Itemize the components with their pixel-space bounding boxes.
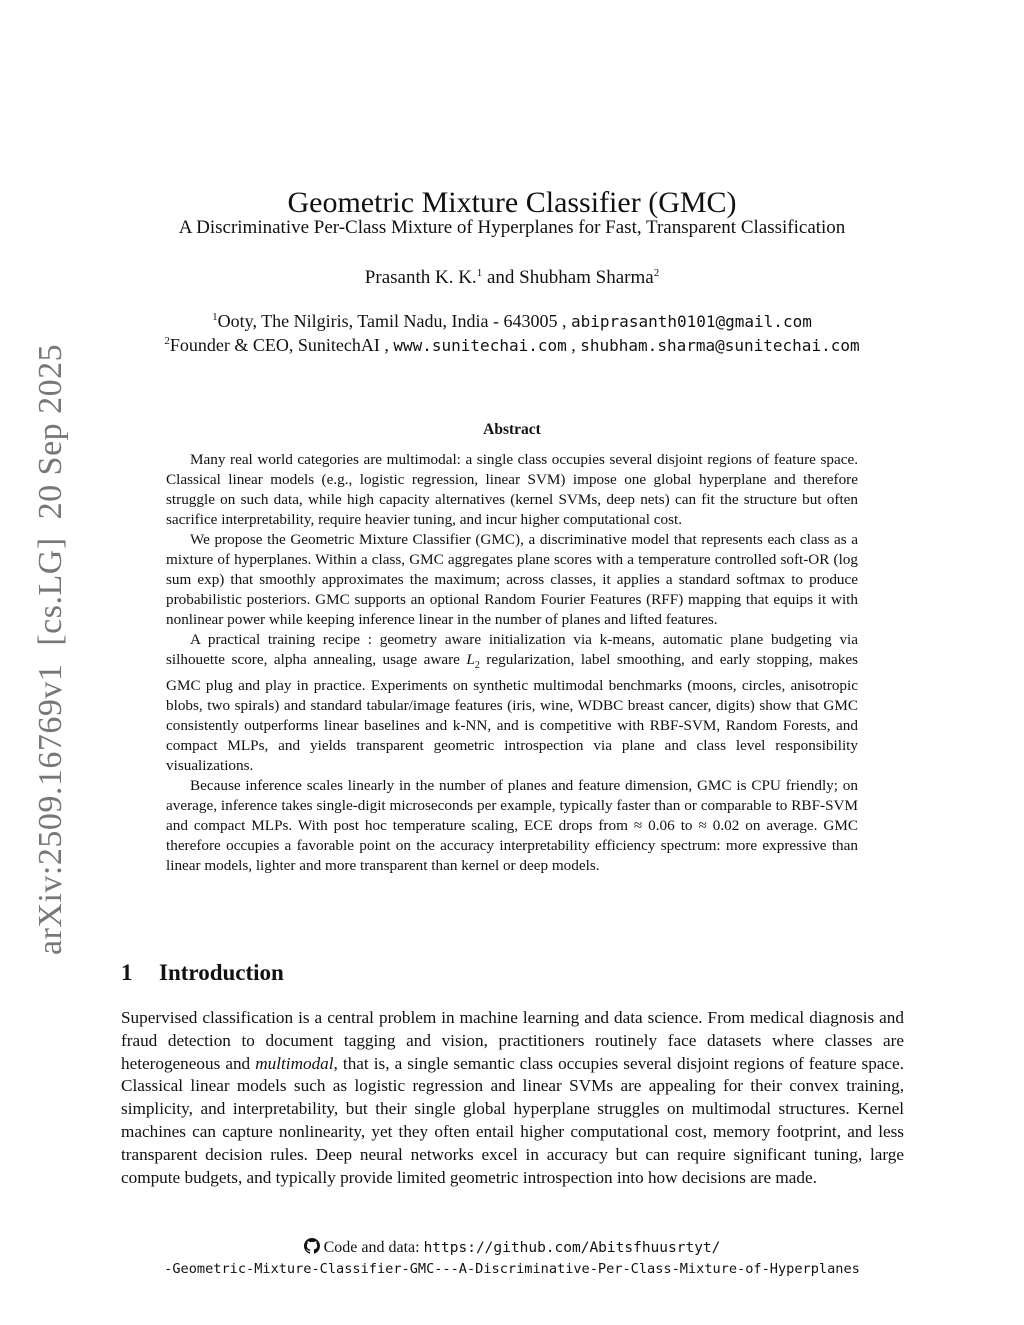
affiliation-1-sup: 1 [212,311,218,323]
code-label: Code and data: [323,1239,424,1256]
abstract-paragraph-1: Many real world categories are multimodal: a single class occupies several disjoint regions of feature space. Classical linear models (e.g., logistic regression, linear SVM) impose one global hyperplane and therefore struggle on such data, while high capacity alternatives (kernel SVMs, deep nets) can fit the structure but often sacrifice interpretability, require heavier tuning, and incur higher computational cost. [166,451,858,528]
affiliation-2-website-link[interactable]: www.sunitechai.com [393,336,567,355]
math-l2-subscript: 2 [474,660,480,672]
affiliation-2-separator: , [566,335,581,355]
affiliation-2-email-link[interactable]: shubham.sharma@sunitechai.com [580,336,860,355]
abstract-p3-text-b: regularization, label smoothing, and early stopping, makes GMC plug and play in practice. Experiments on synthetic multimodal benchmarks (moons, circles, anisotropic blobs, two spirals) and standard tabular/image features (iris, wine, WDBC breast cancer, digits) show that GMC consistently outperforms linear baselines and k-NN, and is competitive with RBF-SVM, Random Forests, and compact MLPs, and yields transparent geometric introspection via plane and class level responsibility visualizations. [166,651,858,775]
code-url-link-part1[interactable]: https://github.com/Abitsfhuusrtyt/ [423,1240,721,1256]
author-1-sup: 1 [476,267,483,279]
abstract-paragraph-3 [166,630,858,776]
introduction-paragraph [121,1007,904,1189]
code-url-link-part2[interactable]: -Geometric-Mixture-Classifier-GMC---A-Discriminative-Per-Class-Mixture-of-Hyperplanes [164,1261,860,1277]
author-line [0,267,1024,289]
arxiv-id: arXiv:2509.16769v1 [32,663,69,955]
author-1: Prasanth K. K. [364,267,477,288]
affiliation-1-text: Ooty, The Nilgiris, Tamil Nadu, India - 643005 , [217,311,572,331]
abstract-body [166,450,858,876]
author-2: Shubham Sharma [519,267,654,288]
paper-title: Geometric Mixture Classifier (GMC) [287,186,737,219]
paper-subtitle: A Discriminative Per-Class Mixture of Hyperplanes for Fast, Transparent Classification [178,217,846,238]
affiliation-2 [0,335,1024,356]
arxiv-category: [cs.LG] [32,537,69,646]
abstract-heading: Abstract [483,421,541,438]
section-number: 1 [121,960,133,985]
section-title: Introduction [159,960,284,985]
affiliation-2-text: Founder & CEO, SunitechAI , [169,335,394,355]
abstract-paragraph-4: Because inference scales linearly in the number of planes and feature dimension, GMC is CPU friendly; on average, inference takes single-digit microseconds per example, typically faster than or comparable to RBF-SVM and compact MLPs. With post hoc temperature scaling, ECE drops from ≈ 0.06 to ≈ 0.02 on average. GMC therefore occupies a favorable point on the accuracy interpretability efficiency spectrum: more expressive than linear models, lighter and more transparent than kernel or deep models. [166,777,858,875]
author-2-sup: 2 [653,267,660,279]
math-l2: L [466,651,475,668]
intro-text-a: Supervised classification is a central problem in machine learning and data science. From medical diagnosis and fraud detection to document tagging and vision, practitioners routinely face datasets where classes are heterogeneous and [121,1008,904,1073]
affiliation-1 [0,311,1024,332]
abstract-p3-text-a: A practical training recipe : geometry aware initialization via k-means, automatic plane budgeting via silhouette score, alpha annealing, usage aware [166,631,858,668]
github-icon [304,1238,320,1254]
intro-emphasis: multimodal [255,1053,334,1073]
author-joiner: and [482,267,520,288]
section-heading-introduction [121,960,284,986]
intro-text-b: , that is, a single semantic class occupies several disjoint regions of feature space. Classical linear models such as logistic regression and linear SVMs are appealing for their convex training, simplicity, and interpretability, but their single global hyperplane struggles on multimodal structures. Kernel machines can capture nonlinearity, yet they often entail higher computational cost, memory footprint, and less transparent decision rules. Deep neural networks excel in accuracy but can require significant tuning, large compute budgets, and typically provide limited geometric introspection into how decisions are made. [121,1053,904,1187]
affiliation-2-sup: 2 [164,335,170,347]
arxiv-date: 20 Sep 2025 [32,343,69,520]
introduction-body [121,1007,904,1189]
affiliation-1-email-link[interactable]: abiprasanth0101@gmail.com [571,312,812,331]
abstract-paragraph-2: We propose the Geometric Mixture Classifier (GMC), a discriminative model that represents each class as a mixture of hyperplanes. Within a class, GMC aggregates plane scores with a temperature controlled soft-OR (log sum exp) that smoothly approximates the maximum; across classes, it applies a standard softmax to produce probabilistic posteriors. GMC supports an optional Random Fourier Features (RFF) mapping that equips it with nonlinear power while keeping inference linear in the number of planes and lifted features. [166,531,858,628]
code-footnote [0,1238,1024,1257]
